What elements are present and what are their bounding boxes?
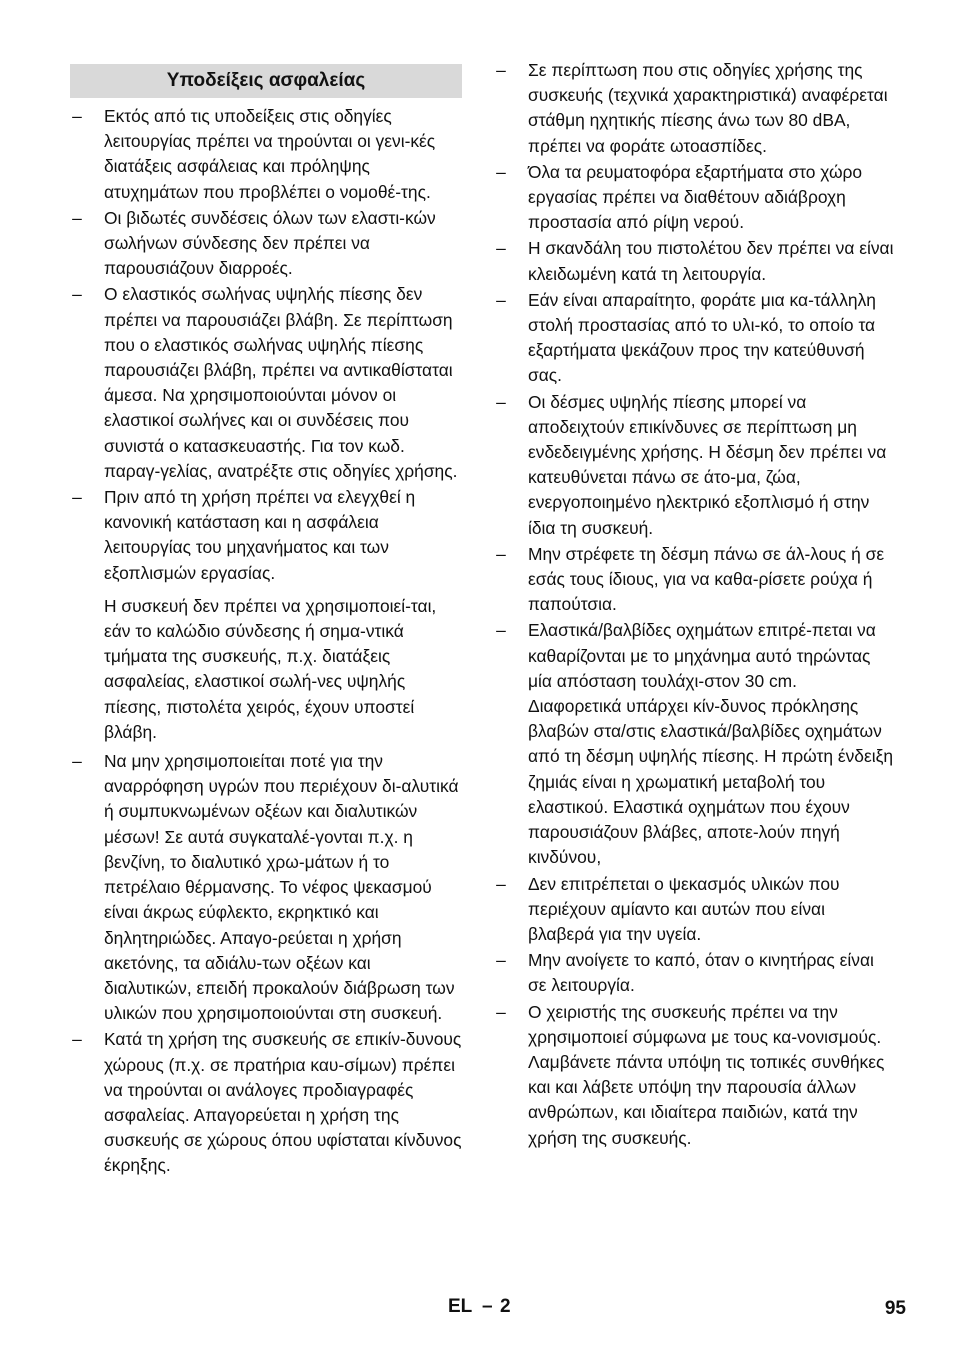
left-column <box>70 58 462 1180</box>
list-item-text: Οι βιδωτές συνδέσεις όλων των ελαστι-κών σωλήνων σύνδεσης δεν πρέπει να παρουσιάζουν διαρροές. <box>104 207 436 279</box>
list-item <box>494 1000 894 1151</box>
dash-bullet: – <box>72 207 82 228</box>
list-item-text: Δεν επιτρέπεται ο ψεκασμός υλικών που περιέχουν αμίαντο και αυτών που είναι βλαβερά για την υγεία. <box>528 873 840 944</box>
footer-separator: – <box>482 1296 493 1317</box>
list-item-text: Ο ελαστικός σωλήνας υψηλής πίεσης δεν πρέπει να παρουσιάζει βλάβη. Σε περίπτωση που ο ελαστικός σωλήνας υψηλής πίεσης παρουσιάζει βλάβη, πρέπει να αντικαθίσταται άμεσα. Να χρησιμοποιούνται μόνον οι ελαστικοί σωλήνες και οι συνδέσεις που συνιστά ο κατασκευαστής. Για τον κωδ. παραγ-γελίας, ανατρέξτε στις οδηγίες χρήσης. <box>104 284 458 481</box>
list-item-text: Η σκανδάλη του πιστολέτου δεν πρέπει να είναι κλειδωμένη κατά τη λειτουργία. <box>528 238 894 284</box>
right-column <box>494 58 894 1152</box>
list-item <box>70 104 462 205</box>
list-item-text: Μην στρέφετε τη δέσμη πάνω σε άλ-λους ή σε εσάς τους ίδιους, για να καθα-ρίσετε ρούχα ή παπούτσια. <box>528 543 885 615</box>
list-item <box>494 236 894 286</box>
list-item-text: Ελαστικά/βαλβίδες οχημάτων επιτρέ-πεται να καθαρίζονται με το μηχάνημα αυτό τηρώντας μία απόσταση τουλάχι-στον 30 cm. Διαφορετικά υπάρχει κίν-δυνος πρόκλησης βλαβών στα/στις ελαστικά/βαλβίδες οχημάτων από τη δέσμη υψηλής πίεσης. Η πρώτη ένδειξη ζημιάς είναι η χρωματική μεταβολή του ελαστικού. Ελαστικά οχημάτων που έχουν παρουσιάζουν βλάβες, αποτε-λούν πηγή κινδύνου, <box>528 620 894 868</box>
list-item-text: Ο χειριστής της συσκευής πρέπει να την χρησιμοποιεί σύμφωνα με τους κα-νονισμούς. Λαμβάνετε πάντα υπόψη τις τοπικές συνθήκες και και λάβετε υπόψη την παρουσία άλλων ανθρώπων, και ιδιαίτερα παιδιών, κατά την χρήση της συσκευής. <box>528 1001 885 1148</box>
section-title: Υποδείξεις ασφαλείας <box>70 64 462 98</box>
left-list-1 <box>70 104 462 586</box>
dash-bullet: – <box>496 391 506 412</box>
footer-section-number: 2 <box>500 1296 511 1317</box>
dash-bullet: – <box>496 60 506 80</box>
list-item-text: Σε περίπτωση που στις οδηγίες χρήσης της συσκευής (τεχνικά χαρακτηριστικά) αναφέρεται στάθμη ηχητικής πίεσης άνω των 80 dBA, πρέπει να φοράτε ωτοασπίδες. <box>528 60 888 156</box>
list-item <box>494 160 894 236</box>
list-item <box>494 542 894 618</box>
left-paragraph: Η συσκευή δεν πρέπει να χρησιμοποιεί-ται, εάν το καλώδιο σύνδεσης ή σημα-ντικά τμήματα της συσκευής, π.χ. διατάξεις ασφαλείας, ελαστικοί σωλή-νες υψηλής πίεσης, πιστολέτα χειρός, έχουν υποστεί βλάβη. <box>104 595 437 742</box>
list-item <box>494 390 894 541</box>
dash-bullet: – <box>72 1029 82 1050</box>
list-item <box>494 58 894 159</box>
dash-bullet: – <box>496 543 506 564</box>
list-item <box>70 206 462 282</box>
dash-bullet: – <box>496 950 506 971</box>
list-item <box>494 948 894 998</box>
list-item <box>70 1027 462 1178</box>
dash-bullet: – <box>496 238 506 259</box>
dash-bullet: – <box>496 620 506 641</box>
list-item-text: Κατά τη χρήση της συσκευής σε επικίν-δυνους χώρους (π.χ. σε πρατήρια καυ-σίμων) πρέπει να τηρούνται οι ανάλογες προδιαγραφές ασφαλείας. Απαγορεύεται η χρήση της συσκευής σε χώρους όπου υφίσταται κίνδυνος έκρηξης. <box>104 1029 462 1176</box>
list-item <box>70 485 462 586</box>
list-item-text: Μην ανοίγετε το καπό, όταν ο κινητήρας είναι σε λειτουργία. <box>528 950 874 996</box>
list-item-text: Να μην χρησιμοποιείται ποτέ για την αναρρόφηση υγρών που περιέχουν δι-αλυτικά ή συμπυκνωμένων οξέων και διαλυτικών μέσων! Σε αυτά συγκαταλέ-γονται π.χ. η βενζίνη, το διαλυτικό χρω-μάτων ή το πετρέλαιο θέρμανσης. Το νέφος ψεκασμού είναι άκρως εύφλεκτο, εκρηκτικό και δηλητηριώδες. Απαγο-ρεύεται η χρήση ακετόνης, τα αδιάλυ-των οξέων και διαλυτικών, επειδή προκαλούν διάβρωση των υλικών που χρησιμοποιούνται στη συσκευή. <box>104 751 459 1024</box>
list-item <box>70 749 462 1026</box>
page-number: 95 <box>884 1298 906 1319</box>
dash-bullet: – <box>496 161 506 182</box>
list-item-text: Οι δέσμες υψηλής πίεσης μπορεί να αποδειχτούν επικίνδυνες σε περίπτωση μη ενδεδειγμένης χρήσης. Η δέσμη δεν πρέπει να κατευθύνεται πάνω σε άτο-μα, ζώα, ενεργοποιημένο ηλεκτρικό εξοπλισμό ή στην ίδια τη συσκευή. <box>528 391 887 538</box>
list-item-text: Εάν είναι απαραίτητο, φοράτε μια κα-τάλληλη στολή προστασίας από το υλι-κό, το οποίο τα εξαρτήματα ψεκάζουν προς την κατεύθυνσή σας. <box>528 289 876 386</box>
list-item <box>70 282 462 484</box>
dash-bullet: – <box>72 106 82 126</box>
dash-bullet: – <box>72 284 82 305</box>
dash-bullet: – <box>72 487 82 508</box>
dash-bullet: – <box>496 289 506 310</box>
left-list-2 <box>70 749 462 1178</box>
list-item <box>494 618 894 870</box>
dash-bullet: – <box>496 873 506 894</box>
footer-language: EL <box>448 1296 473 1317</box>
list-item <box>494 288 894 389</box>
list-item-text: Εκτός από τις υποδείξεις στις οδηγίες λειτουργίας πρέπει να τηρούνται οι γενι-κές διατάξεις ασφάλειας και πρόληψης ατυχημάτων που προβλέπει ο νομοθέ-της. <box>104 106 436 202</box>
right-list <box>494 58 894 1151</box>
dash-bullet: – <box>496 1001 506 1022</box>
list-item-text: Πριν από τη χρήση πρέπει να ελεγχθεί η κανονική κατάσταση και η ασφάλεια λειτουργίας του μηχανήματος και των εξοπλισμών εργασίας. <box>104 487 416 583</box>
list-item <box>494 872 894 948</box>
list-item-text: Όλα τα ρευματοφόρα εξαρτήματα στο χώρο εργασίας πρέπει να διαθέτουν αδιάβροχη προστασία από ρίψη νερού. <box>528 161 863 233</box>
dash-bullet: – <box>72 751 82 772</box>
